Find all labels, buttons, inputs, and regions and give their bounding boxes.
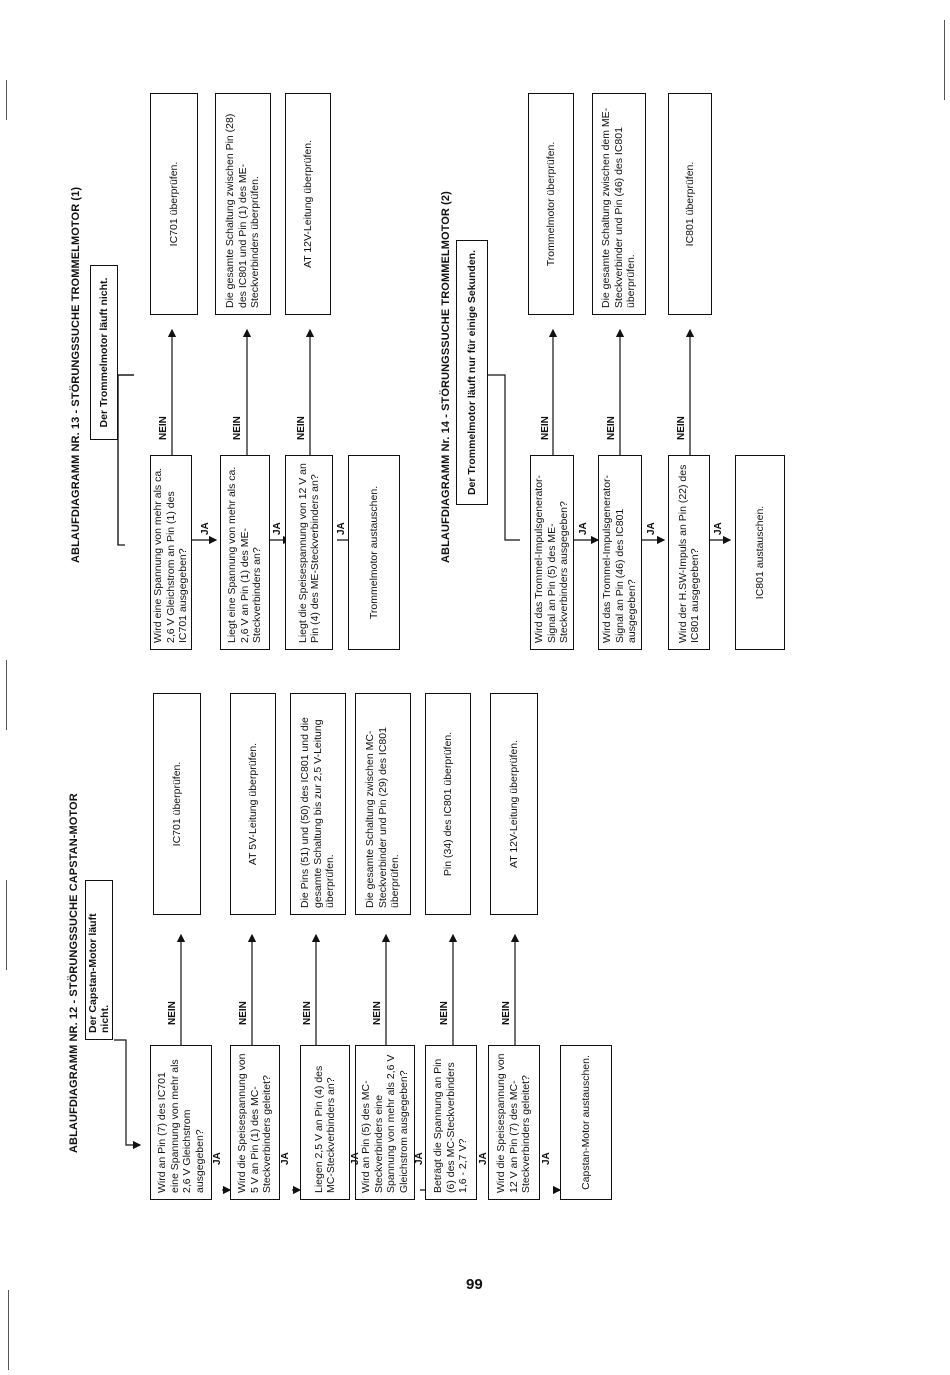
diagram12-no-label-1: NEIN [167,1001,178,1025]
diagram13-final-box: Trommelmotor austauschen. [348,455,400,650]
diagram12-yes-label-4: JA [414,1152,425,1165]
diagram12-action-3: Die Pins (51) und (50) des IC801 und die gesamte Schaltung bis zur 2,5 V-Leitung überprüfen. [290,693,346,915]
diagram13-yes-label-2: JA [272,522,283,535]
diagram12-yes-label-5: JA [478,1152,489,1165]
diagram14-action-3: IC801 überprüfen. [668,93,712,315]
diagram13-yes-label-1: JA [200,522,211,535]
diagram13-question-1: Wird eine Spannung von mehr als ca. 2,6 V Gleichstrom an Pin (1) des IC701 ausgegeben? [150,455,192,650]
diagram12-question-5: Beträgt die Spannung an Pin (6) des MC-Steckverbinders 1,6 - 2,7 V? [425,1045,477,1200]
page-number: 99 [466,1276,483,1293]
diagram12-question-4: Wird an Pin (5) des MC-Steckverbinders eine Spannung von mehr als 2,6 V Gleichstrom ausgegeben? [355,1045,415,1200]
diagram12-yes-label-6: JA [541,1152,552,1165]
diagram12-no-label-6: NEIN [501,1001,512,1025]
diagram12-action-2: AT 5V-Leitung überprüfen. [230,693,276,915]
diagram12-yes-label-3: JA [350,1152,361,1165]
diagram14-title: ABLAUFDIAGRAMM Nr. 14 - STÖRUNGSSUCHE TROMMELMOTOR (2) [440,191,452,563]
diagram14-action-2: Die gesamte Schaltung zwischen dem ME-Steckverbinder und Pin (46) des IC801 überprüfen. [592,93,646,315]
diagram14-no-label-3: NEIN [676,416,687,440]
diagram13-yes-label-3: JA [336,522,347,535]
diagram12-no-label-5: NEIN [439,1001,450,1025]
diagram14-no-label-2: NEIN [606,416,617,440]
diagram14-yes-label-2: JA [646,522,657,535]
diagram12-question-3: Liegen 2,5 V an Pin (4) des MC-Steckverbinders an? [300,1045,350,1200]
diagram14-question-3: Wird der H.SW-Impuls an Pin (22) des IC801 ausgegeben? [668,455,710,650]
diagram12-question-6: Wird die Speisespannung von 12 V an Pin (7) des MC-Steckverbinders geleitet? [488,1045,540,1200]
diagram14-final-box: IC801 austauschen. [735,455,785,650]
diagram12-yes-label-1: JA [212,1152,223,1165]
diagram13-no-label-3: NEIN [296,416,307,440]
diagram12-action-4: Die gesamte Schaltung zwischen MC-Steckverbinder und Pin (29) des IC801 überprüfen. [355,693,411,915]
diagram13-action-1: IC701 überprüfen. [150,93,198,315]
diagram13-title: ABLAUFDIAGRAMM NR. 13 - STÖRUNGSSUCHE TROMMELMOTOR (1) [70,186,82,563]
diagram14-action-1: Trommelmotor überprüfen. [528,93,574,315]
diagram12-no-label-3: NEIN [302,1001,313,1025]
diagram14-question-1: Wird das Trommel-Impulsgenerator-Signal an Pin (5) des ME-Steckverbinders ausgegeben? [530,455,574,650]
diagram13-start-box: Der Trommelmotor läuft nicht. [90,265,118,440]
diagram13-action-3: AT 12V-Leitung überprüfen. [285,93,331,315]
diagram12-yes-label-2: JA [280,1152,291,1165]
diagram13-action-2: Die gesamte Schaltung zwischen Pin (28) des IC801 und Pin (1) des ME-Steckverbinders überprüfen. [215,93,271,315]
diagram12-title: ABLAUFDIAGRAMM NR. 12 - STÖRUNGSSUCHE CAPSTAN-MOTOR [68,793,80,1153]
diagram12-question-2: Wird die Speisespannung von 5 V an Pin (1) des MC-Steckverbinders geleitet? [230,1045,280,1200]
diagram12-final-box: Capstan-Motor austauschen. [560,1045,612,1200]
diagram12-action-6: AT 12V-Leitung überprüfen. [490,693,538,915]
diagram14-yes-label-1: JA [578,522,589,535]
diagram12-no-label-4: NEIN [372,1001,383,1025]
diagram13-question-2: Liegt eine Spannung von mehr als ca. 2,6 V an Pin (1) des ME-Steckverbinders an? [220,455,270,650]
diagram12-question-1: Wird an Pin (7) des IC701 eine Spannung von mehr als 2,6 V Gleichstrom ausgegeben? [150,1045,212,1200]
diagram12-start-box: Der Capstan-Motor läuft nicht. [85,880,113,1040]
diagram12-no-label-2: NEIN [238,1001,249,1025]
diagram12-action-5: Pin (34) des IC801 überprüfen. [425,693,471,915]
diagram14-question-2: Wird das Trommel-Impulsgenerator-Signal an Pin (46) des IC801 ausgegeben? [598,455,642,650]
diagram14-no-label-1: NEIN [540,416,551,440]
diagram13-question-3: Liegt die Speisespannung von 12 V an Pin (4) des ME-Steckverbinders an? [285,455,333,650]
diagram14-start-box: Der Trommelmotor läuft nur für einige Sekunden. [456,240,488,505]
diagram13-no-label-1: NEIN [158,416,169,440]
diagram14-yes-label-3: JA [713,522,724,535]
diagram12-action-1: IC701 überprüfen. [153,693,201,915]
diagram13-no-label-2: NEIN [232,416,243,440]
